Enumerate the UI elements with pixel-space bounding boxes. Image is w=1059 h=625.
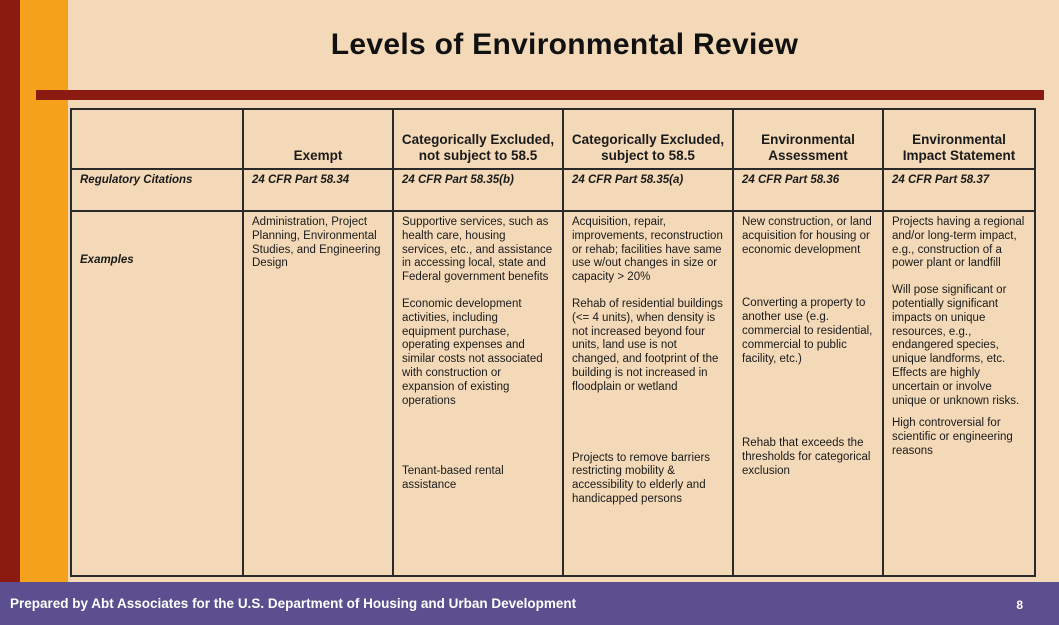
slide-title: Levels of Environmental Review <box>330 28 799 61</box>
row-label-examples <box>71 211 243 576</box>
citation-exempt: 24 CFR Part 58.34 <box>243 169 393 211</box>
examples-environmental-assessment <box>733 211 883 576</box>
page-number: 8 <box>1016 598 1023 612</box>
examples-environmental-impact-statement <box>883 211 1035 576</box>
example-item: Administration, Project Planning, Environmental Studies, and Engineering Design <box>252 216 381 270</box>
header-exempt: Exempt <box>243 109 393 169</box>
header-cat-excluded-subject: Categorically Excluded, subject to 58.5 <box>563 109 733 169</box>
citation-environmental-assessment: 24 CFR Part 58.36 <box>733 169 883 211</box>
citation-cat-excluded-subject: 24 CFR Part 58.35(a) <box>563 169 733 211</box>
example-item: Converting a property to another use (e.g. commercial to residential, commercial to public facility, etc.) <box>742 297 873 365</box>
example-item: Economic development activities, including equipment purchase, operating expenses and similar costs not associated with construction or expansion of existing operations <box>402 297 543 407</box>
examples-cat-excluded-not-subject <box>393 211 563 576</box>
example-item: Will pose significant or potentially significant impacts on unique resources, e.g., endangered species, unique landforms, etc. Effects are highly uncertain or involve unique or unknown risks. <box>892 284 1020 407</box>
citation-environmental-impact-statement: 24 CFR Part 58.37 <box>883 169 1035 211</box>
footer-credit: Prepared by Abt Associates for the U.S. Department of Housing and Urban Development <box>10 596 577 611</box>
example-item: Rehab that exceeds the thresholds for categorical exclusion <box>742 437 871 477</box>
row-label-citations: Regulatory Citations <box>71 169 243 211</box>
examples-row <box>71 211 1035 576</box>
example-item: Tenant-based rental assistance <box>402 465 504 492</box>
citation-cat-excluded-not-subject: 24 CFR Part 58.35(b) <box>393 169 563 211</box>
citations-row <box>71 169 1035 211</box>
header-corner <box>71 109 243 169</box>
left-accent-stripe-orange <box>20 0 68 582</box>
examples-cat-excluded-subject <box>563 211 733 576</box>
example-item: Projects having a regional and/or long-term impact, e.g., construction of a power plant or landfill <box>892 216 1025 270</box>
header-row <box>71 109 1035 169</box>
examples-exempt <box>243 211 393 576</box>
examples-label: Examples <box>80 254 134 266</box>
left-accent-stripe-dark <box>0 0 20 582</box>
example-item: Rehab of residential buildings (<= 4 units), when density is not increased beyond four units, land use is not changed, and footprint of the building is not increased in floodplain or wetland <box>572 297 723 393</box>
title-divider <box>36 90 1044 100</box>
example-item: Supportive services, such as health care, housing services, etc., and assistance in accessing local, state and Federal government benefits <box>402 216 553 284</box>
example-item: Projects to remove barriers restricting mobility & accessibility to elderly and handicapped persons <box>572 451 711 505</box>
example-item: Acquisition, repair, improvements, reconstruction or rehab; facilities have same use w/out changes in size or capacity > 20% <box>572 216 723 284</box>
header-environmental-assessment: Environmental Assessment <box>733 109 883 169</box>
example-item: High controversial for scientific or engineering reasons <box>892 417 1013 457</box>
review-levels-table <box>70 108 1036 577</box>
footer-bar <box>0 582 1059 625</box>
header-environmental-impact-statement: Environmental Impact Statement <box>883 109 1035 169</box>
example-item: New construction, or land acquisition for housing or economic development <box>742 216 872 256</box>
header-cat-excluded-not-subject: Categorically Excluded, not subject to 58.5 <box>393 109 563 169</box>
